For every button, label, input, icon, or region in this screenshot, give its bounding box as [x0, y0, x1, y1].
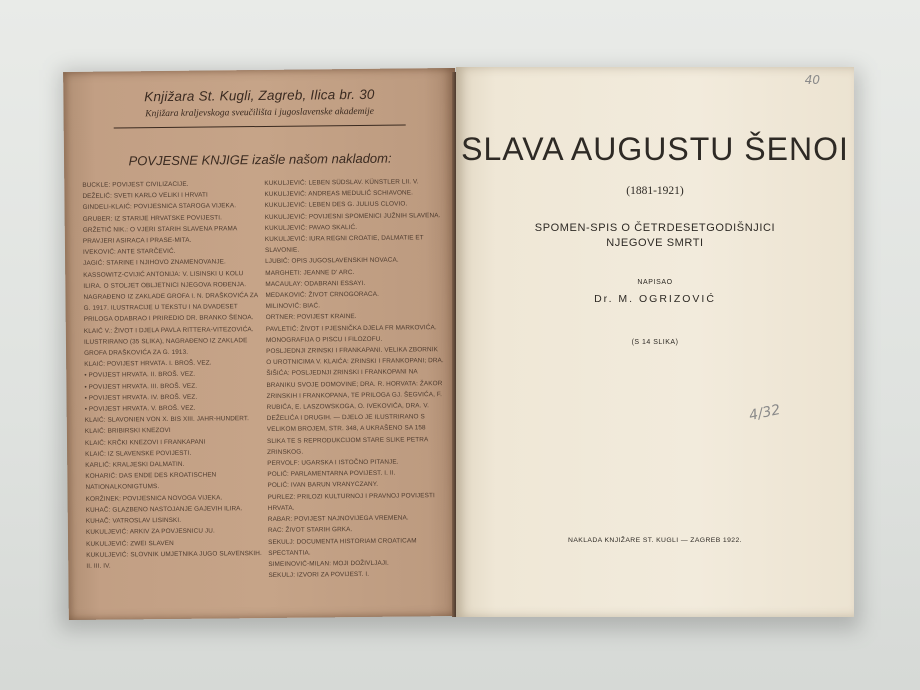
book-list-entry: KUKULJEVIĆ: SLOVNIK UMJETNIKA JUGO SLAVENSKIH. II. III. IV. [86, 549, 264, 570]
book-list-column-a [82, 178, 264, 572]
book-list-entry: MILINOVIĆ: BIAĆ. [265, 302, 321, 311]
book-list-entry: GRŽETIĆ NIK.: O VJERI STARIH SLAVENA PRAMA PRAVJERI ASIRACA I PRASE-MITA. [82, 225, 239, 245]
book-list-entry: ORTNER: POVIJEST KRAINE. [265, 313, 357, 322]
book-list-entry: GRUBER: IZ STARIJE HRVATSKE POVIJESTI. [82, 214, 223, 223]
book-list-entry: RAC: ŽIVOT STARIH GRKA. [267, 526, 353, 535]
book-list-entry: MARGHETI: JEANNE D' ARC. [265, 268, 355, 277]
book-list-entry: KASSOWITZ-CVIJIĆ ANTONIJA: V. LISINSKI U KOLU ILIRA. O STOLJET OBLJETNICI NJEGOVA ROĐENJA. NAGRAĐENO IZ ZAKLADE GROFA I. N. DRAŠKOVIĆA ZA G. 1917. ILUSTRACIJE U TEKSTU I NA DVADESET PRILOGA ODABRAO I PRIREDIO DR. BRANKO ŠENOA. [83, 269, 260, 324]
publisher-subtitle: Knjižara kraljevskoga sveučilišta i jugoslavenske akademije [145, 106, 375, 120]
book-list-entry: KUHAČ: GLAZBENO NASTOJANJE GAJEVIH ILIRA. [85, 505, 243, 514]
book-list-entry: • POVIJEST HRVATA. V. BROŠ. VEZ. [84, 404, 196, 413]
book-list-entry: KUKULJEVIĆ: LEBEN SÜDSLAV. KÜNSTLER LII. V. [264, 178, 419, 187]
publisher-footer: NAKLADA KNJIŽARE ST. KUGLI — ZAGREB 1922. [568, 537, 742, 544]
book-list-entry: KUHAČ: VATROSLAV LISINSKI. [85, 516, 182, 525]
book-list-entry: PURLEZ: PRILOZI KULTURNOJ I PRAVNOJ POVIJESTI HRVATA. [267, 491, 437, 512]
book-list-entry: KLAIĆ V.: ŽIVOT I DJELA PAVLA RITTERA-VITEZOVIĆA. ILUSTRIRANO (35 SLIKA), NAGRAĐENO IZ ZAKLADE GROFA DRAŠKOVIĆA ZA G. 1913. [83, 325, 256, 357]
left-page [63, 68, 461, 620]
book-list-entry: KUKULJEVIĆ: LEBEN DES G. JULIUS CLOVIO. [264, 200, 408, 210]
book-list-entry: • POVIJEST HRVATA. IV. BROŠ. VEZ. [84, 393, 198, 402]
book-list-entry: KUKULJEVIĆ: POVIJESNI SPOMENICI JUŽNIH SLAVENA. [264, 211, 441, 221]
book-subtitle [486, 221, 824, 251]
book-list-entry: KLAIĆ: POVIJEST HRVATA. I. BROŠ. VEZ. [84, 359, 212, 369]
book-list-entry: LJUBIĆ: OPIS JUGOSLAVENSKIH NOVACA. [265, 256, 399, 266]
book-list-entry: POLIĆ: PARLAMENTARNA POVIJEST. I. II. [267, 469, 396, 479]
book-list-entry: SIMEINOVIĆ-MILAN: MOJI DOŽIVLJAJI. [268, 559, 389, 568]
illustration-note: (S 14 SLIKA) [631, 339, 679, 346]
book-list-entry: SEKULJ: DOCUMENTA HISTORIAM CROATICAM SPECTANTIA. [268, 536, 419, 557]
book-list-entry: • POVIJEST HRVATA. II. BROŠ. VEZ. [84, 371, 196, 380]
book-list-column-b [264, 176, 446, 581]
book-title: SLAVA AUGUSTU ŠENOI [461, 131, 849, 167]
book-list-entry: GINDELI-KLAIĆ: POVIJESNICA STAROGA VIJEKA. [82, 202, 237, 212]
book-list-entry: POSLJEDNJI ZRINSKI I FRANKAPANI. VELIKA ZBORNIK O UROTNICIMA V. KLAIĆA: ZRINSKI I FRANKOPANI; DRA. ŠIŠIĆA: POSLJEDNJI ZRINSKI I FRANKOPANI NA BRANIKU SVOJE DOMOVINE; DRA. R. HORVATA: ŽAKOR ZRINSKIH I FRANKOPANA, TE PRILOGA GJ. ŠEGVIĆA, F. RUBIĆA, E. LASZOWSKOGA, O. IVEKOVIĆA, DRA. V. DEŽELIĆA I DRUGIH. — DJELO JE ILUSTRIRANO S VELIKOM BROJEM, STR. 348, A UKRAŠENO SA 158 SLIKA TE S REPRODUKCIJOM STARE SLIKE PETRA ZRINSKOG. [266, 346, 446, 456]
book-list-entry: KUKULJEVIĆ: IURA REGNI CROATIE, DALMATIE ET SLAVONIE. [264, 234, 426, 255]
book-list-entry: RABAR: POVIJEST NAJNOVIJEGA VREMENA. [267, 514, 409, 524]
book-list-entry: SEKULJ: IZVORI ZA POVIJEST. I. [268, 571, 370, 580]
book-list-entry: KOHARIĆ: DAS ENDE DES KROATISCHEN NATIONALKONIGTUMS. [85, 471, 219, 492]
book-list-entry: KLAIĆ: KRČKI KNEZOVI I FRANKAPANI [84, 438, 206, 447]
pencil-note-top: 40 [804, 73, 820, 87]
book-list-entry: • POVIJEST HRVATA. III. BROŠ. VEZ. [84, 382, 198, 391]
book-list-entry: KORŽINEK: POVIJESNICA NOVOGA VIJEKA. [85, 494, 223, 503]
right-page [456, 67, 854, 617]
book-list-entry: KARLIĆ: KRALJESKI DALMATIN. [85, 460, 185, 469]
book-list-entry: KUKULJEVIĆ: ARKIV ZA POVJESNICU JU. [85, 527, 215, 537]
book-list-entry: IVEKOVIĆ: ANTE STARČEVIĆ. [82, 248, 176, 257]
book-list-entry: JAGIĆ: STARINE I NJIHOVO ZNAMENOVANJE. [83, 258, 226, 268]
book-list-entry: KUKULJEVIĆ: PAVAO SKALIĆ. [264, 223, 358, 232]
list-title: POVJESNE KNJIGE izašle našom nakladom: [128, 150, 392, 169]
book-list-entry: KLAIĆ: SLAVONIEN VON X. BIS XIII. JAHR-HUNDERT. [84, 415, 250, 425]
publisher-name: Knjižara St. Kugli, Zagreb, Ilica br. 30 [144, 86, 375, 105]
subtitle-line-1: SPOMEN-SPIS O ČETRDESETGODIŠNJICI [534, 222, 776, 234]
book-list-entry: MEDAKOVIĆ: ŽIVOT CRNOGORACA. [265, 290, 379, 299]
book-list-entry: POLIĆ: IVAN BARUN VRANYCZANY. [267, 481, 379, 490]
author-name: Dr. M. OGRIZOVIĆ [594, 293, 716, 305]
subtitle-line-2: NJEGOVE SMRTI [606, 237, 704, 249]
book-list-entry: MACAULAY: ODABRANI ESSAYI. [265, 279, 366, 288]
book-years: (1881-1921) [626, 185, 684, 197]
book-list-entry: KUKULJEVIĆ: ZWEI SLAVEN [86, 539, 174, 548]
book-list-entry: KLAIĆ: IZ SLAVENSKE POVIJESTI. [85, 449, 192, 458]
napisao-label: NAPISAO [637, 279, 673, 286]
book-list-entry: BUCKLE: POVIJEST CIVILIZACIJE. [82, 180, 189, 189]
book-list-entry: KUKULJEVIĆ: ANDREAS MEDULIĆ SCHIAVONE. [264, 189, 414, 199]
book-list-entry: PERVOLF: UGARSKA I ISTOČNO PITANJE. [267, 458, 399, 468]
pencil-note-mid: 4/32 [747, 401, 782, 425]
book-list-entry: PAVLETIĆ: ŽIVOT I PJESNIČKA DJELA FR MARKOVIĆA. MONOGRAFIJA O PISCU I FILOZOFU. [265, 323, 439, 344]
book-list-entry: KLAIĆ: BRIBIRSKI KNEZOVI [84, 427, 171, 436]
header-rule [114, 124, 406, 128]
book-list-entry: DEŽELIĆ: SVETI KARLO VELIKI I HRVATI [82, 191, 208, 201]
